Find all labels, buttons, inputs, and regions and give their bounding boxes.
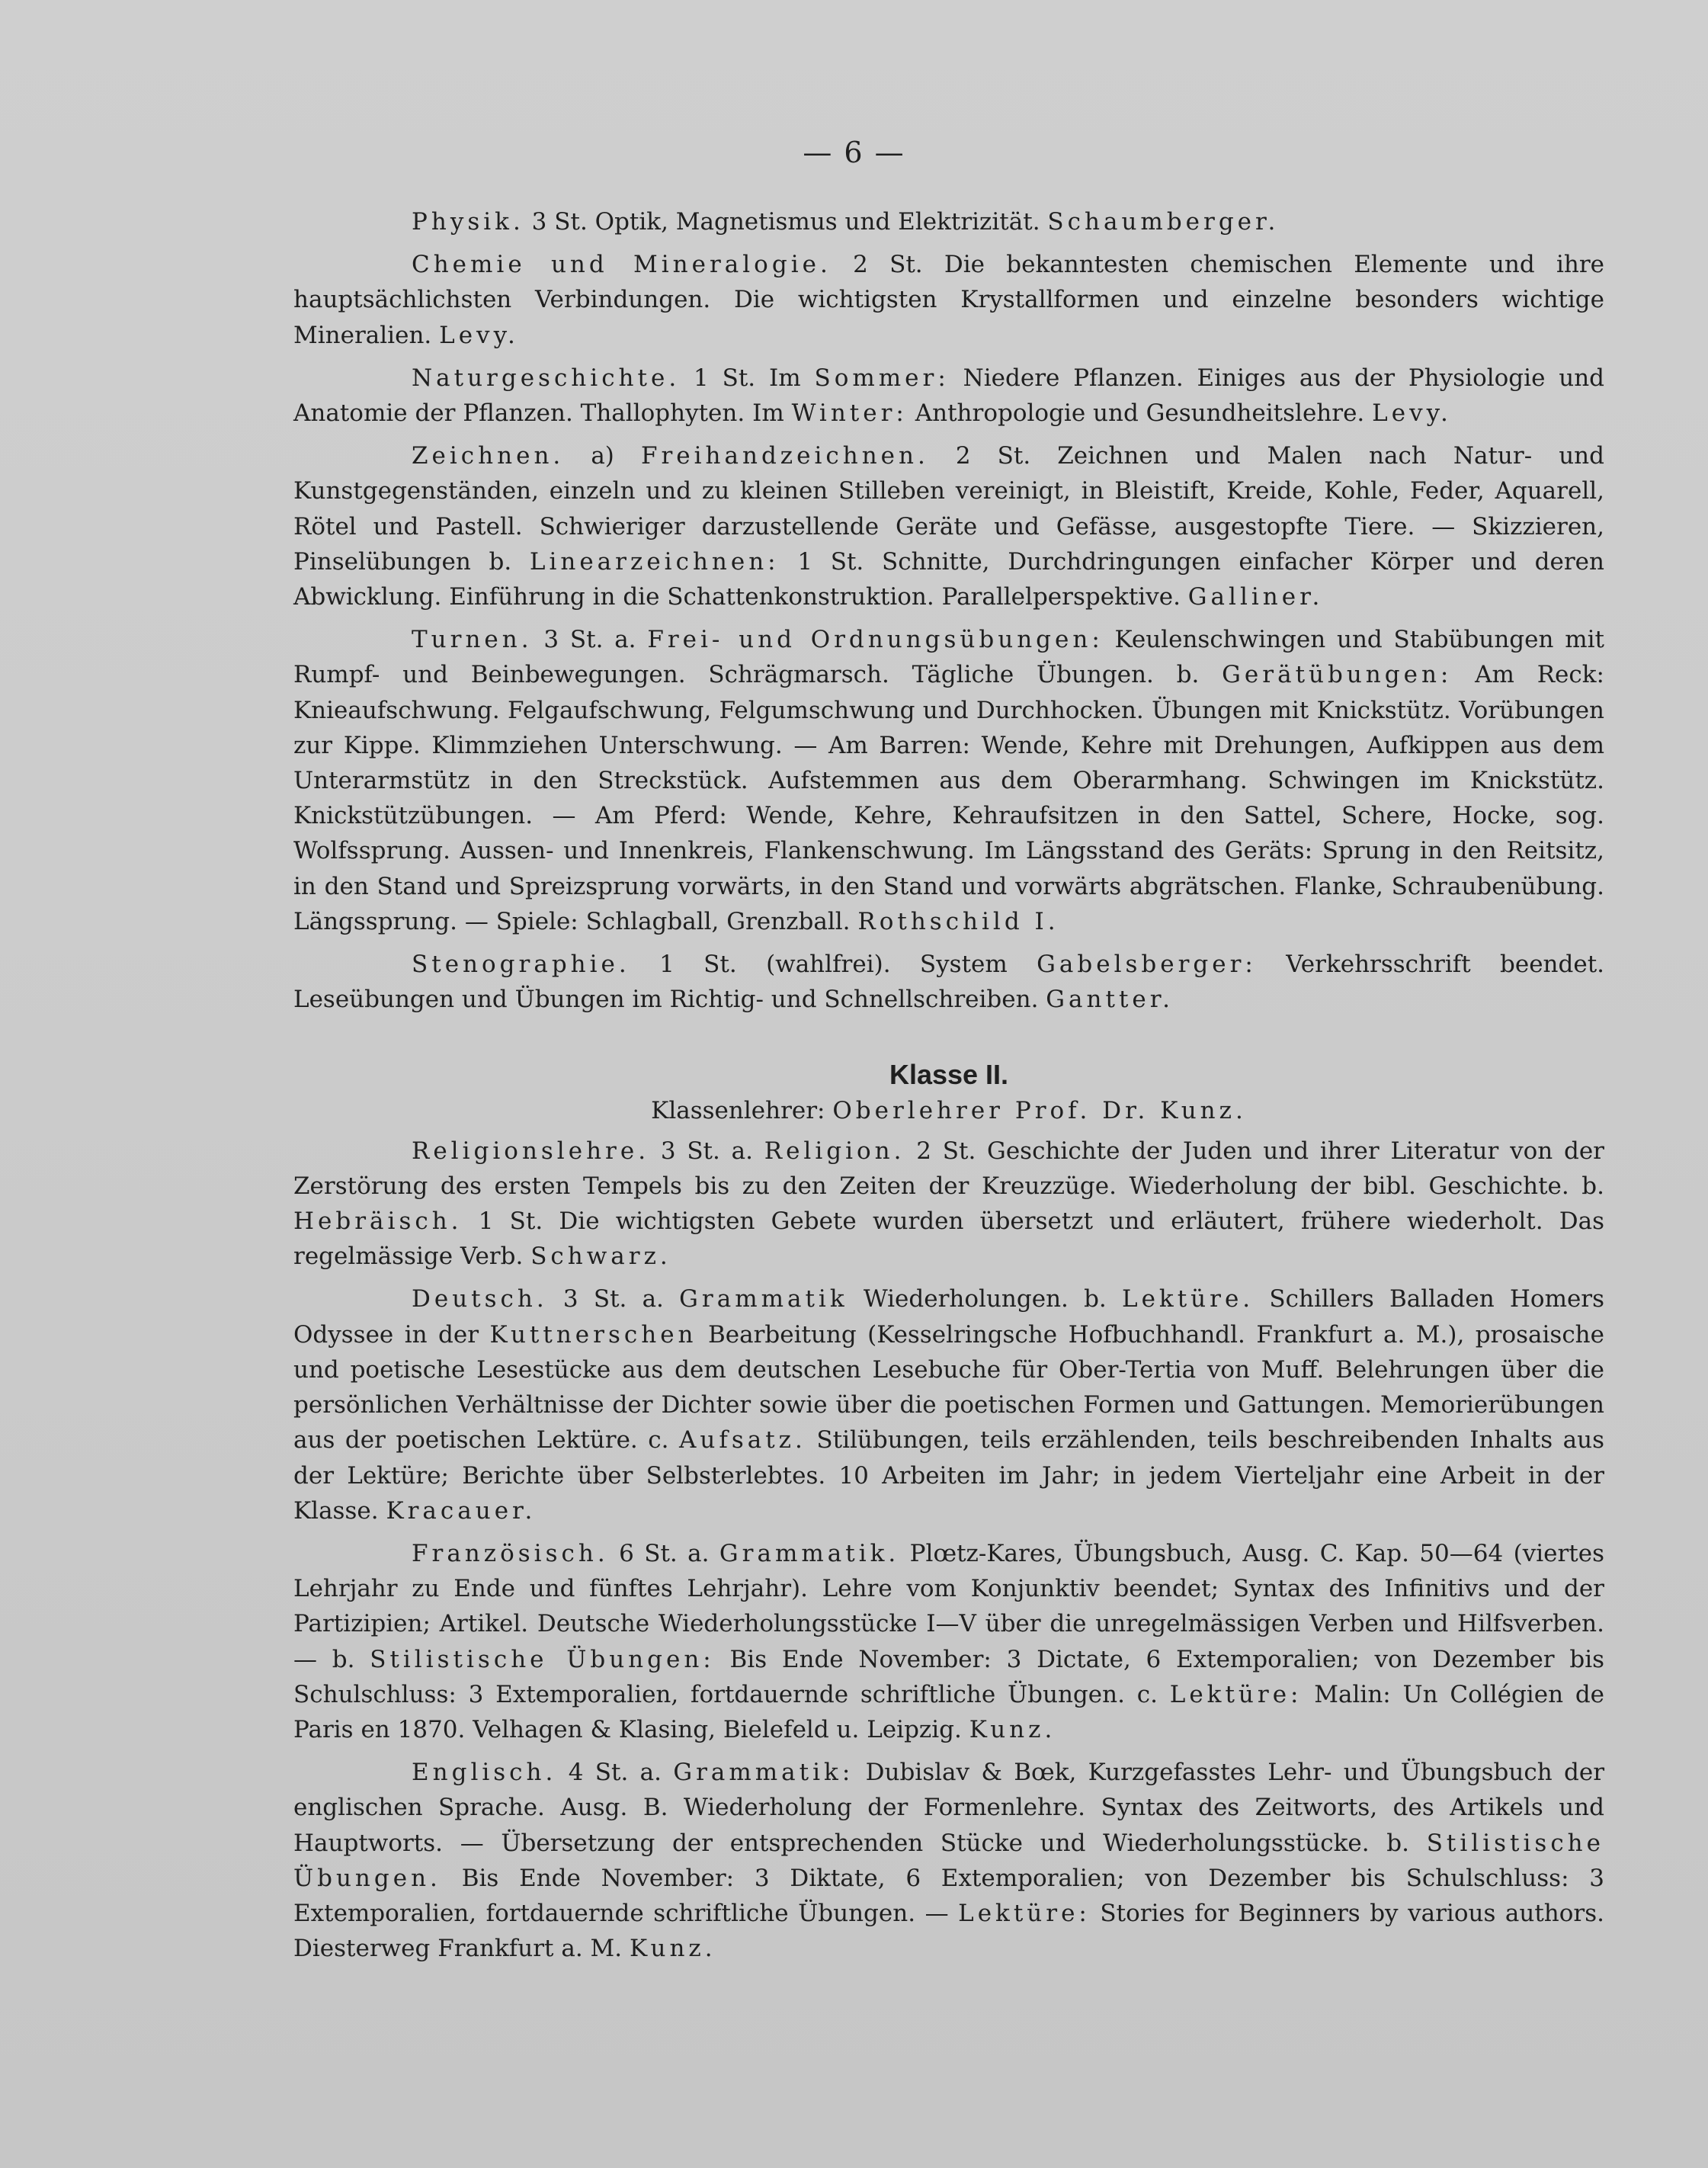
subject-heading: Englisch. bbox=[412, 1759, 557, 1787]
subject-heading: Französisch. bbox=[412, 1539, 609, 1567]
paragraph-text: Stilübungen, teils erzählenden, teils beschreibenden Inhalts aus der Lektüre; Berichte über Selbsterlebtes. 10 Arbeiten im Jahr; in jedem Vierteljahr eine Arbeit in der Klasse. bbox=[293, 1426, 1604, 1525]
paragraph-stenographie bbox=[293, 947, 1604, 1017]
spaced-term: Grammatik. bbox=[719, 1539, 900, 1567]
spaced-term: Winter: bbox=[791, 399, 908, 428]
spaced-term: Grammatik: bbox=[673, 1759, 854, 1787]
paragraph-text: 2 St. Geschichte der Juden und ihrer Literatur von der Zerstörung des ersten Tempels bis zu den Zeiten der Kreuzzüge. Wiederholung der bibl. Geschichte. b. bbox=[293, 1137, 1604, 1200]
subject-heading: Deutsch. bbox=[412, 1285, 548, 1313]
paragraph-naturgeschichte bbox=[293, 361, 1604, 431]
paragraph-franzoesisch bbox=[293, 1536, 1604, 1747]
paragraph-text: 1 St. (wahlfrei). System bbox=[659, 951, 1008, 979]
teacher-name: Levy. bbox=[439, 321, 519, 349]
paragraph-text: 3 St. a. bbox=[543, 626, 636, 654]
paragraph-englisch bbox=[293, 1755, 1604, 1966]
teacher-name: Schwarz. bbox=[530, 1243, 671, 1271]
paragraph-text: Keulenschwingen und Stabübungen mit Rumpf- und Beinbewegungen. Schrägmarsch. Tägliche Übungen. b. bbox=[293, 626, 1604, 689]
paragraph-text: 3 St. Optik, Magnetismus und Elektrizität. bbox=[531, 208, 1040, 236]
spaced-term: Frei- und Ordnungsübungen: bbox=[647, 626, 1104, 654]
spaced-term: Freihandzeichnen. bbox=[640, 442, 929, 470]
paragraph-text: Bis Ende November: 3 Dictate, 6 Extemporalien; von Dezember bis Schulschluss: 3 Extemporalien, fortdauernde schriftliche Übungen. c. bbox=[293, 1645, 1605, 1708]
subject-heading: Zeichnen. bbox=[412, 442, 565, 470]
paragraph-text: 6 St. a. bbox=[619, 1539, 710, 1567]
paragraph-text: Wiederholungen. b. bbox=[863, 1285, 1107, 1313]
section-heading-klasse-ii: Klasse II. bbox=[889, 1059, 1009, 1091]
paragraph-text: 1 St. Die wichtigsten Gebete wurden übersetzt und erläutert, frühere wiederholt. Das regelmässige Verb. bbox=[293, 1207, 1605, 1271]
spaced-term: Lektüre. bbox=[1122, 1285, 1255, 1313]
paragraph-religion bbox=[293, 1134, 1604, 1275]
subject-heading: Religionslehre. bbox=[412, 1137, 650, 1165]
paragraph-text: 2 St. Zeichnen und Malen nach Natur- und Kunstgegenständen, einzeln und zu kleinen Stilleben vereinigt, in Bleistift, Kreide, Kohle, Feder, Aquarell, Rötel und Pastell. Schwieriger darzustellende Geräte und Gefässe, ausgestopfte Tiere. — Skizzieren, Pinselübungen b. bbox=[293, 442, 1604, 576]
subject-heading: Physik. bbox=[412, 208, 524, 236]
paragraph-deutsch bbox=[293, 1281, 1604, 1528]
spaced-term: Gabelsberger: bbox=[1037, 951, 1257, 979]
spaced-term: Sommer: bbox=[814, 364, 950, 392]
paragraph-text: 4 St. a. bbox=[568, 1759, 662, 1787]
paragraph-text: 1 St. Im bbox=[694, 364, 801, 392]
spaced-term: Religion. bbox=[764, 1137, 905, 1165]
teacher-name: Kracauer. bbox=[386, 1496, 537, 1525]
subject-heading: Naturgeschichte. bbox=[412, 364, 681, 392]
paragraph-text: 2 St. Die bekanntesten chemischen Elemente und ihre hauptsächlichsten Verbindungen. Die wichtigsten Krystallformen und einzelne besonders wichtige Mineralien. bbox=[293, 251, 1604, 349]
paragraph-text: Am Reck: Knieaufschwung. Felgaufschwung, Felgumschwung und Durchhocken. Übungen mit Knickstütz. Vorübungen zur Kippe. Klimmziehen Unterschwung. — Am Barren: Wende, Kehre mit Drehungen, Aufkippen aus dem Unterarmstütz in den Streckstück. Aufstemmen aus dem Oberarmhang. Schwingen im Knickstütz. Knickstützübungen. — Am Pferd: Wende, Kehre, Kehraufsitzen in den Sattel, Schere, Hocke, sog. Wolfssprung. Aussen- und Innenkreis, Flankenschwung. Im Längsstand des Geräts: Sprung in den Reitsitz, in den Stand und Spreizsprung vorwärts, in den Stand und vorwärts abgrätschen. Flanke, Schraubenübung. Längssprung. — Spiele: Schlagball, Grenzball. bbox=[293, 661, 1604, 935]
class-teacher-name: Oberlehrer Prof. Dr. Kunz. bbox=[832, 1097, 1247, 1125]
paragraph-physik bbox=[293, 204, 1604, 239]
paragraph-text: Schillers Balladen Homers Odyssee in der bbox=[293, 1285, 1605, 1349]
spaced-term: Lektüre: bbox=[1169, 1680, 1303, 1708]
spaced-term: Lektüre: bbox=[958, 1899, 1091, 1927]
page-number: — 6 — bbox=[803, 136, 905, 169]
paragraph-chemie bbox=[293, 247, 1604, 353]
teacher-name: Schaumberger. bbox=[1047, 208, 1280, 236]
paragraph-text: Bearbeitung (Kesselringsche Hofbuchhandl. Frankfurt a. M.), prosaische und poetische Lesestücke aus dem deutschen Lesebuche für Ober-Tertia von Muff. Belehrungen über die persönlichen Verhältnisse der Dichter sowie über die poetischen Formen und Gattungen. Memorierübungen aus der poetischen Lektüre. c. bbox=[293, 1320, 1604, 1454]
paragraph-text: Malin: Un Collégien de Paris en 1870. Velhagen & Klasing, Bielefeld u. Leipzig. bbox=[293, 1680, 1605, 1743]
paragraph-text: Bis Ende November: 3 Diktate, 6 Extemporalien; von Dezember bis Schulschluss: 3 Extemporalien, fortdauernde schriftliche Übungen. — bbox=[293, 1864, 1605, 1927]
spaced-term: Kuttnerschen bbox=[489, 1320, 697, 1349]
subject-heading: Stenographie. bbox=[412, 951, 630, 979]
paragraph-zeichnen bbox=[293, 438, 1604, 614]
paragraph-text: a) bbox=[591, 442, 614, 470]
spaced-term: Linearzeichnen: bbox=[529, 547, 780, 576]
paragraph-text: Stories for Beginners by various authors. Diesterweg Frankfurt a. M. bbox=[293, 1899, 1605, 1963]
teacher-name: Galliner. bbox=[1187, 583, 1324, 611]
teacher-name: Rothschild I. bbox=[857, 907, 1059, 935]
teacher-name: Kunz. bbox=[630, 1935, 716, 1963]
subject-heading: Turnen. bbox=[412, 626, 533, 654]
spaced-term: Stilistische Übungen: bbox=[370, 1645, 715, 1673]
spaced-term: Aufsatz. bbox=[679, 1426, 806, 1454]
paragraph-text: 3 St. a. bbox=[562, 1285, 664, 1313]
spaced-term: Stilistische Übungen. bbox=[293, 1829, 1604, 1892]
class-teacher-label: Klassenlehrer: bbox=[651, 1097, 825, 1125]
body-text bbox=[293, 204, 1604, 1974]
paragraph-text: Verkehrsschrift beendet. Leseübungen und Übungen im Richtig- und Schnellschreiben. bbox=[293, 951, 1605, 1014]
paragraph-text: Niedere Pflanzen. Einiges aus der Physiologie und Anatomie der Pflanzen. Thallophyten. Im bbox=[293, 364, 1605, 428]
paragraph-text: 1 St. Schnitte, Durchdringungen einfacher Körper und deren Abwicklung. Einführung in die Schattenkonstruktion. Parallelperspektive. bbox=[293, 547, 1604, 611]
spaced-term: Hebräisch. bbox=[293, 1207, 463, 1236]
paragraph-text: Dubislav & Bœk, Kurzgefasstes Lehr- und Übungsbuch der englischen Sprache. Ausg. B. Wiederholung der Formenlehre. Syntax des Zeitworts, des Artikels und Hauptworts. — Übersetzung der entsprechenden Stücke und Wiederholungsstücke. b. bbox=[293, 1759, 1605, 1857]
class-teacher-line bbox=[293, 1093, 1604, 1128]
teacher-name: Kunz. bbox=[969, 1715, 1056, 1743]
paragraph-text: 3 St. a. bbox=[660, 1137, 753, 1165]
paragraph-text: Anthropologie und Gesundheitslehre. bbox=[915, 399, 1365, 428]
spaced-term: Grammatik bbox=[679, 1285, 848, 1313]
teacher-name: Gantter. bbox=[1046, 986, 1174, 1014]
teacher-name: Levy. bbox=[1372, 399, 1452, 428]
paragraph-text: Plœtz-Kares, Übungsbuch, Ausg. C. Kap. 50—64 (viertes Lehrjahr zu Ende und fünftes Lehrjahr). Lehre vom Konjunktiv beendet; Syntax des Infinitivs und der Partizipien; Artikel. Deutsche Wiederholungsstücke I—V über die unregelmässigen Verben und Hilfsverben. — b. bbox=[293, 1539, 1605, 1673]
paragraph-turnen bbox=[293, 622, 1604, 939]
spaced-term: Gerätübungen: bbox=[1222, 661, 1453, 689]
subject-heading: Chemie und Mineralogie. bbox=[412, 251, 832, 279]
